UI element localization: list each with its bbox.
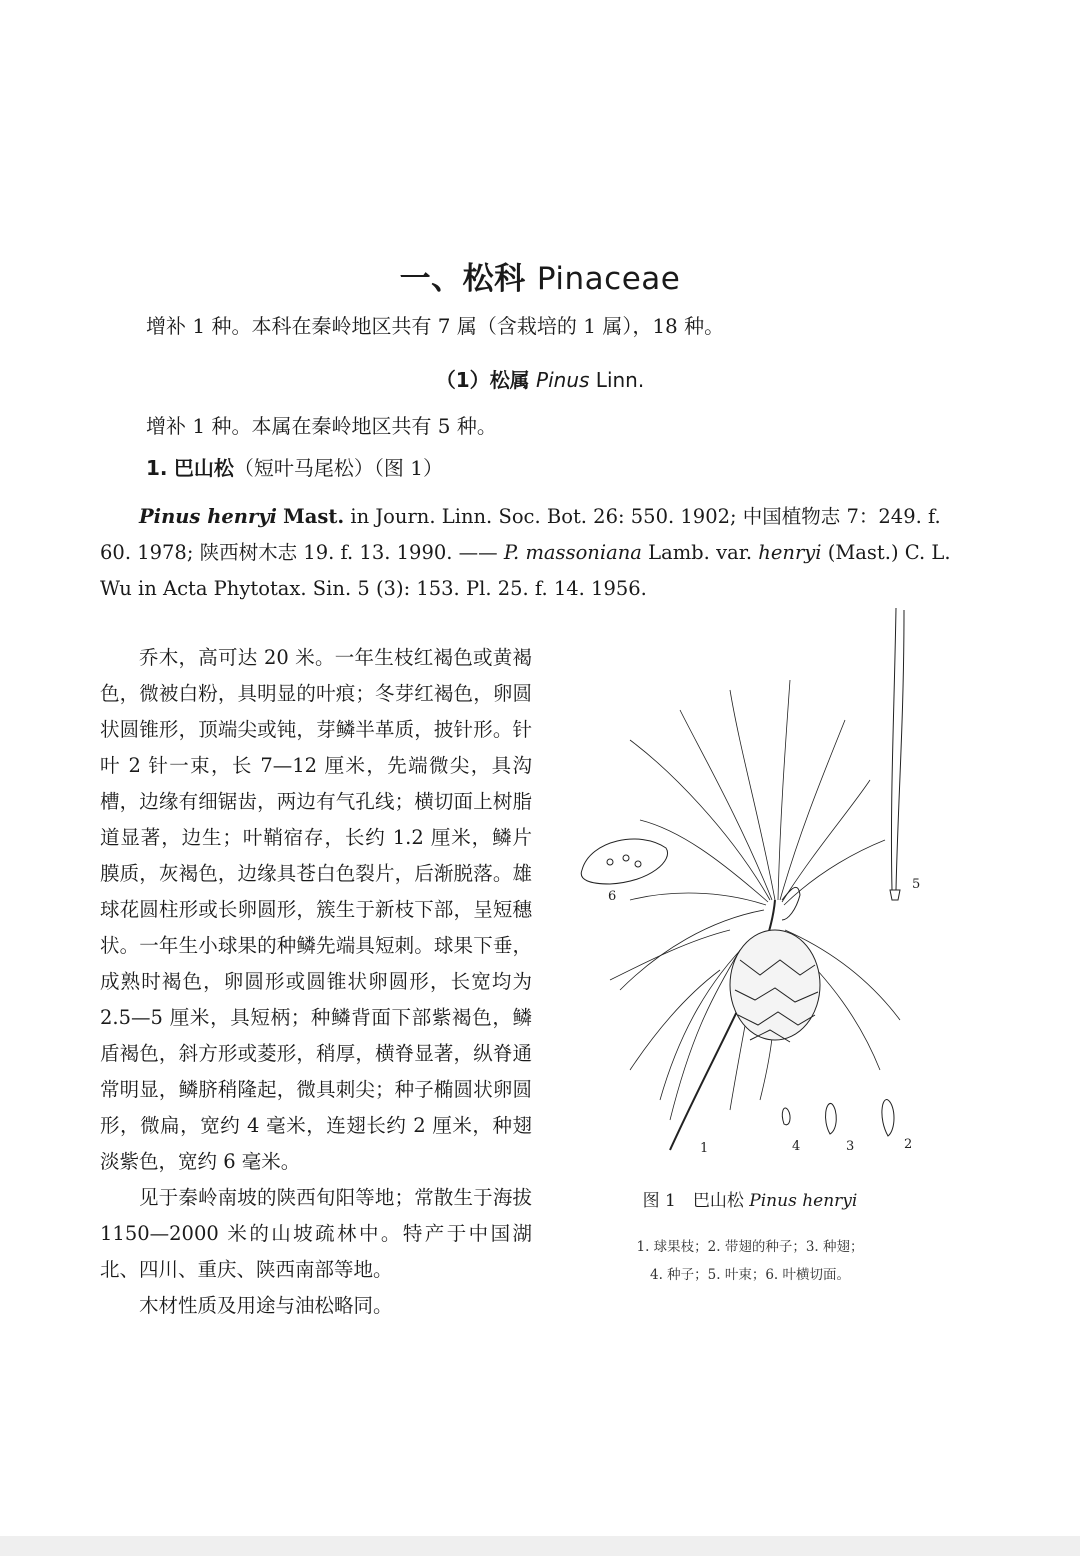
description-paragraph: 乔木，高可达 20 米。一年生枝红褐色或黄褐色，微被白粉，具明显的叶痕；冬芽红褐色，卵圆状圆锥形，顶端尖或钝，芽鳞半革质，披针形。针叶 2 针一束，长 7—12 厘米，先端微尖，具沟槽，边缘有细锯齿，两边有气孔线；横切面上树脂道显著，边生；叶鞘宿存，长约 1.2 厘米，鳞片膜质，灰褐色，边缘具苍白色裂片，后渐脱落。雄球花圆柱形或长卵圆形，簇生于新枝下部，呈短穗状。一年生小球果的种鳞先端具短刺。球果下垂，成熟时褐色，卵圆形或圆锥状卵圆形，长宽均为 2.5—5 厘米，具短柄；种鳞背面下部紫褐色，鳞盾褐色，斜方形或菱形，稍厚，横脊显著，纵脊通常明显，鳞脐稍隆起，微具刺尖；种子椭圆状卵圆形，微扁，宽约 4 毫米，连翅长约 2 厘米，种翅淡紫色，宽约 6 毫米。 (100, 646, 532, 1173)
family-title-zh: 一、松科 (399, 260, 526, 297)
citation-author: Mast. (283, 505, 345, 528)
figure-label-4: 4 (792, 1139, 801, 1154)
genus-note: 增补 1 种。本属在秦岭地区共有 5 种。 (146, 414, 497, 438)
seed-drawings (782, 1100, 894, 1136)
figure-label-5: 5 (912, 877, 921, 892)
citation-text-2: Lamb. var. (641, 541, 759, 564)
viewer-bottom-bar (0, 1536, 1080, 1556)
leaf-cross-section-drawing (581, 839, 667, 884)
genus-prefix: （1） (435, 368, 490, 392)
citation-text-1: in Journ. Linn. Soc. Bot. 26: 550. 1902; 中国植物志 7：249. f. 60. 1978; 陕西树木志 19. f. 13. 1990. —— (100, 505, 941, 564)
figure-caption-latin: Pinus henryi (749, 1191, 858, 1211)
genus-name-zh: 松属 (489, 368, 530, 392)
figure-label-3: 3 (846, 1139, 855, 1154)
distribution-paragraph: 见于秦岭南坡的陕西旬阳等地；常散生于海拔 1150—2000 米的山坡疏林中。特产于中国湖北、四川、重庆、陕西南部等地。 (100, 1186, 532, 1281)
family-note: 增补 1 种。本科在秦岭地区共有 7 属（含栽培的 1 属），18 种。 (146, 314, 725, 338)
figure-label-2: 2 (904, 1137, 913, 1152)
citation-sci-name: Pinus henryi (139, 505, 277, 528)
pinus-henryi-illustration (570, 600, 930, 1170)
figure-caption-zh: 图 1 巴山松 (642, 1191, 744, 1211)
figure-legend-line-2: 4. 种子；5. 叶束；6. 叶横切面。 (649, 1267, 850, 1283)
genus-title (0, 364, 1080, 393)
figure-legend (560, 1233, 940, 1289)
genus-author: Linn. (595, 368, 645, 392)
figure-caption (570, 1186, 930, 1211)
uses-paragraph: 木材性质及用途与油松略同。 (139, 1294, 393, 1317)
family-title-latin: Pinaceae (536, 260, 681, 297)
figure-label-1: 1 (700, 1141, 709, 1156)
species-name: 巴山松 (173, 456, 234, 480)
species-description (100, 640, 532, 1324)
citation-synonym-var: henryi (758, 541, 822, 564)
genus-name-latin: Pinus (536, 368, 590, 392)
needles-drawing (610, 680, 900, 1120)
species-citation (100, 499, 970, 607)
species-title (146, 458, 443, 478)
figure-legend-line-1: 1. 球果枝；2. 带翅的种子；3. 种翅； (636, 1239, 864, 1255)
citation-text-3: (Mast.) C. L. Wu in Acta Phytotax. Sin. 5 (3): 153. Pl. 25. f. 14. 1956. (100, 541, 951, 600)
citation-synonym: P. massoniana (503, 541, 642, 564)
needle-fascicle-drawing (890, 608, 904, 900)
species-number: 1. (146, 456, 168, 480)
species-alt-name: （短叶马尾松）（图 1） (233, 456, 443, 480)
family-title (0, 253, 1080, 298)
figure-label-6: 6 (608, 889, 617, 904)
